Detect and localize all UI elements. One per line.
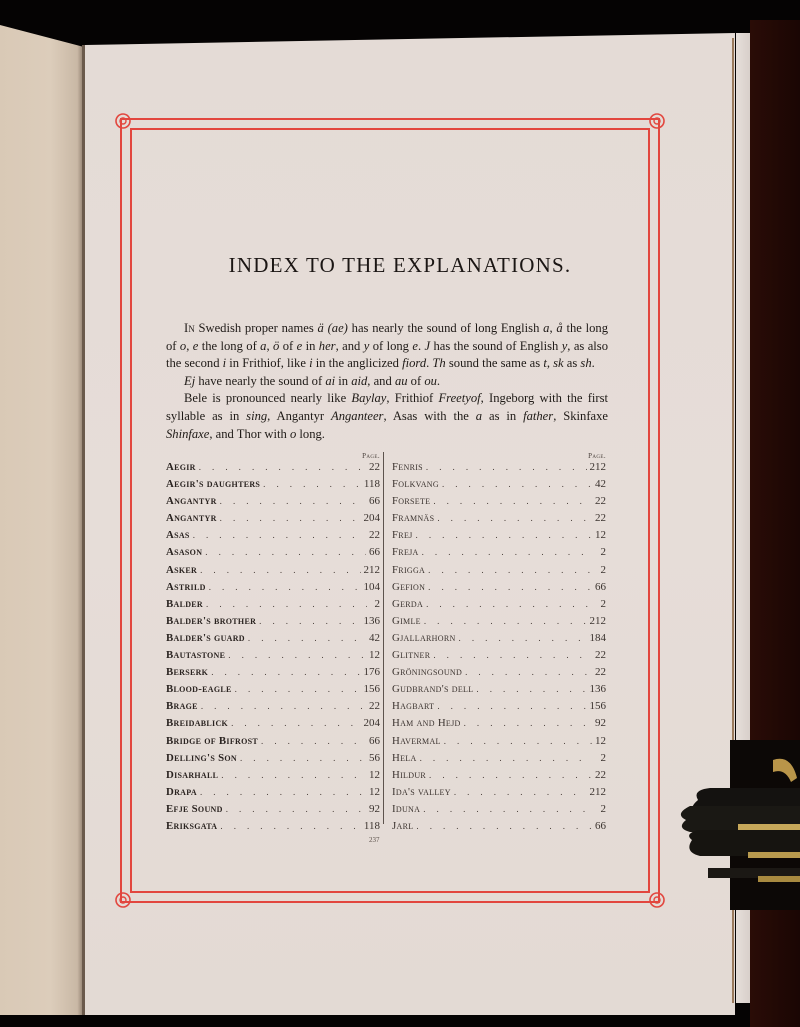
index-entry: [166, 461, 380, 478]
entry-page-number: 204: [363, 512, 380, 525]
entry-page-number: 156: [589, 700, 606, 713]
dot-leader: [424, 616, 587, 626]
entry-page-number: 176: [363, 666, 380, 679]
entry-name: Balder's brother: [166, 614, 257, 627]
entry-name: Gefion: [392, 580, 426, 593]
scroll-flourish-icon: [646, 889, 668, 911]
entry-page-number: 66: [595, 819, 606, 832]
index-entry: [392, 683, 606, 700]
entry-page-number: 22: [595, 649, 606, 662]
dot-leader: [261, 736, 366, 746]
entry-name: Gröningsound: [392, 666, 463, 679]
entry-name: Breidablick: [166, 717, 229, 730]
entry-name: Fenris: [392, 461, 423, 473]
entry-name: Iduna: [392, 802, 421, 815]
dot-leader: [220, 821, 361, 831]
brass-clamp-icon: [678, 740, 800, 910]
index-entry: [166, 529, 380, 546]
entry-name: Gerda: [392, 597, 424, 610]
entry-name: Aegir's daughters: [166, 478, 261, 491]
entry-name: Folkvang: [392, 478, 439, 491]
index-entry: [166, 478, 380, 495]
dot-leader: [433, 650, 592, 660]
index-entry: [392, 735, 606, 752]
dot-leader: [193, 530, 366, 540]
index-entry: [166, 632, 380, 649]
dot-leader: [201, 701, 366, 711]
index-entry: [166, 598, 380, 615]
index-entry: [392, 717, 606, 734]
entry-page-number: 212: [589, 614, 606, 627]
entry-page-number: 156: [363, 683, 380, 696]
page-column-label: Page.: [588, 452, 606, 460]
scroll-flourish-icon: [112, 889, 134, 911]
index-entry: [392, 786, 606, 803]
index-entry: [392, 598, 606, 615]
dot-leader: [235, 684, 361, 694]
entry-page-number: 22: [369, 700, 380, 713]
entry-name: Ida's valley: [392, 785, 451, 798]
entry-page-number: 12: [595, 529, 606, 542]
index-entry: [166, 546, 380, 563]
entry-page-number: 2: [600, 802, 606, 815]
entry-page-number: 22: [595, 666, 606, 679]
entry-name: Delling's Son: [166, 751, 237, 764]
entry-name: Asason: [166, 546, 203, 559]
entry-page-number: 12: [369, 649, 380, 662]
entry-page-number: 104: [363, 580, 380, 593]
dot-leader: [199, 462, 366, 472]
index-entry: [392, 581, 606, 598]
entry-name: Frej: [392, 529, 413, 542]
index-entry: [166, 581, 380, 598]
entry-page-number: 22: [369, 529, 380, 542]
entry-name: Gudbrand's dell: [392, 683, 474, 696]
index-entry: [392, 564, 606, 581]
index-entry: [166, 495, 380, 512]
entry-name: Gimle: [392, 614, 421, 627]
entry-name: Glitner: [392, 649, 431, 662]
index-entry: [392, 769, 606, 786]
entry-name: Jarl: [392, 819, 414, 832]
dot-leader: [426, 462, 587, 472]
dot-leader: [240, 753, 366, 763]
entry-page-number: 212: [363, 563, 380, 576]
dot-leader: [221, 770, 366, 780]
entry-name: Hagbart: [392, 700, 435, 713]
entry-name: Berserk: [166, 666, 209, 679]
entry-page-number: 56: [369, 751, 380, 764]
index-entry: [166, 683, 380, 700]
entry-page-number: 66: [369, 546, 380, 559]
entry-name: Hela: [392, 751, 417, 764]
entry-name: Bautastone: [166, 649, 226, 662]
entry-page-number: 12: [369, 785, 380, 798]
dot-leader: [422, 547, 593, 557]
entry-page-number: 136: [363, 614, 380, 627]
entry-name: Angantyr: [166, 512, 217, 525]
dot-leader: [416, 530, 592, 540]
index-entry: [392, 803, 606, 820]
index-entry: [166, 700, 380, 717]
index-entry: [392, 632, 606, 649]
dot-leader: [433, 496, 592, 506]
dot-leader: [437, 701, 586, 711]
dot-leader: [459, 633, 587, 643]
lead-word: In: [184, 321, 195, 335]
dot-leader: [465, 667, 592, 677]
left-facing-page: [0, 25, 84, 1015]
dot-leader: [259, 616, 360, 626]
entry-page-number: 204: [363, 717, 380, 730]
entry-name: Havermal: [392, 734, 441, 747]
index-entry: [166, 803, 380, 820]
entry-page-number: 92: [595, 717, 606, 730]
dot-leader: [263, 479, 361, 489]
dot-leader: [454, 787, 587, 797]
entry-page-number: 2: [600, 546, 606, 559]
dot-leader: [220, 496, 366, 506]
dot-leader: [200, 787, 366, 797]
entry-name: Asas: [166, 529, 190, 542]
intro-paragraph-3: Bele is pronounced nearly like Baylay, Frithiof Freetyof, Ingeborg with the first syllable as in sing, Angantyr Anganteer, Asas with the a as in father, Skinfaxe Shinfaxe, and Thor with o long.: [166, 391, 609, 441]
pronunciation-note: [166, 320, 608, 443]
entry-page-number: 2: [374, 597, 380, 610]
entry-page-number: 118: [363, 819, 380, 832]
entry-page-number: 92: [369, 802, 380, 815]
dot-leader: [476, 684, 586, 694]
index-column-left: [166, 452, 380, 837]
entry-page-number: 22: [595, 512, 606, 525]
entry-page-number: 66: [369, 734, 380, 747]
dot-leader: [205, 547, 366, 557]
scroll-flourish-icon: [646, 110, 668, 132]
entry-page-number: 42: [369, 631, 380, 644]
index-entry: [392, 700, 606, 717]
entry-name: Asker: [166, 563, 198, 576]
entry-name: Gjallarhorn: [392, 631, 456, 644]
entry-name: Angantyr: [166, 495, 217, 508]
entry-name: Aegir: [166, 461, 196, 473]
entry-name: Forsete: [392, 495, 431, 508]
entry-name: Frigga: [392, 563, 426, 576]
dot-leader: [416, 821, 592, 831]
page-number: 237: [369, 836, 380, 844]
entry-name: Astrild: [166, 580, 206, 593]
entry-page-number: 184: [589, 631, 606, 644]
dot-leader: [429, 770, 592, 780]
index-entry: [166, 615, 380, 632]
column-divider: [383, 452, 384, 824]
entry-page-number: 42: [595, 478, 606, 491]
dot-leader: [444, 736, 592, 746]
entry-name: Framnäs: [392, 512, 435, 525]
index-entry: [392, 820, 606, 837]
index-entry: [166, 820, 380, 837]
index-entry: [166, 786, 380, 803]
index-entry: [166, 717, 380, 734]
entry-name: Eriksgata: [166, 819, 218, 832]
dot-leader: [226, 804, 366, 814]
entry-name: Balder's guard: [166, 631, 245, 644]
page-title: INDEX TO THE EXPLANATIONS.: [228, 253, 572, 277]
dot-leader: [231, 718, 360, 728]
index-entry: [166, 564, 380, 581]
entry-page-number: 212: [589, 461, 606, 473]
dot-leader: [464, 718, 592, 728]
entry-page-number: 2: [600, 563, 606, 576]
index-entry: [166, 649, 380, 666]
entry-page-number: 2: [600, 597, 606, 610]
intro-paragraph-1: In Swedish proper names ä (ae) has nearly the sound of long English a, å the long of o, e the long of a, ö of e in her, and y of long e. J has the sound of English y, as also the second i in Frithiof, like i in the anglicized fiord. Th sound the same as t, sk as sh.: [166, 321, 608, 371]
index-entry: [166, 735, 380, 752]
entry-name: Blood-eagle: [166, 683, 232, 696]
index-entry: [392, 649, 606, 666]
dot-leader: [228, 650, 366, 660]
entry-name: Ham and Hejd: [392, 717, 461, 730]
dot-leader: [428, 582, 592, 592]
dot-leader: [209, 582, 361, 592]
entry-page-number: 12: [369, 768, 380, 781]
entry-page-number: 22: [595, 495, 606, 508]
entry-page-number: 136: [589, 683, 606, 696]
dot-leader: [428, 565, 593, 575]
dot-leader: [211, 667, 360, 677]
entry-name: Drapa: [166, 785, 197, 798]
entry-name: Brage: [166, 700, 198, 713]
dot-leader: [426, 599, 593, 609]
index-entry: [392, 461, 606, 478]
entry-page-number: 12: [595, 734, 606, 747]
entry-name: Balder: [166, 597, 204, 610]
dot-leader: [420, 753, 593, 763]
dot-leader: [248, 633, 366, 643]
index-entry: [392, 478, 606, 495]
entry-page-number: 22: [595, 768, 606, 781]
dot-leader: [200, 565, 360, 575]
entry-name: Efje Sound: [166, 802, 223, 815]
index-entry: [166, 769, 380, 786]
index-entry: [392, 512, 606, 529]
entry-name: Hildur: [392, 768, 427, 781]
entry-page-number: 66: [369, 495, 380, 508]
index-entry: [392, 495, 606, 512]
entry-page-number: 2: [600, 751, 606, 764]
dot-leader: [423, 804, 593, 814]
index-entry: [392, 615, 606, 632]
index-entry: [392, 666, 606, 683]
index-entry: [392, 752, 606, 769]
entry-page-number: 212: [589, 785, 606, 798]
entry-name: Bridge of Bifrost: [166, 734, 259, 747]
scroll-flourish-icon: [112, 110, 134, 132]
index-entry: [166, 666, 380, 683]
index-entry: [166, 752, 380, 769]
entry-name: Freja: [392, 546, 419, 559]
dot-leader: [220, 513, 361, 523]
index-entry: [392, 546, 606, 563]
entry-page-number: 22: [369, 461, 380, 473]
index-entry: [392, 529, 606, 546]
entry-name: Disarhall: [166, 768, 219, 781]
index-column-right: [392, 452, 606, 837]
entry-page-number: 118: [363, 478, 380, 491]
entry-page-number: 66: [595, 580, 606, 593]
dot-leader: [442, 479, 592, 489]
page-column-label: Page.: [362, 452, 380, 460]
index-entry: [166, 512, 380, 529]
intro-paragraph-2: Ej have nearly the sound of ai in aid, and au of ou.: [184, 373, 441, 388]
dot-leader: [437, 513, 592, 523]
dot-leader: [206, 599, 367, 609]
